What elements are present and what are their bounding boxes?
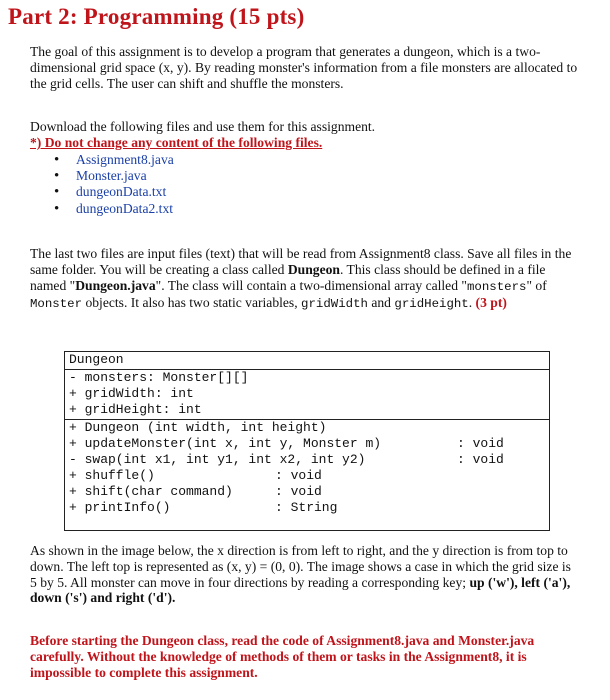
uml-field-row: + gridHeight: int [69, 402, 202, 417]
uml-field-row: - monsters: Monster[][] [69, 370, 249, 385]
important-note: Before starting the Dungeon class, read the code of Assignment8.java and Monster.java carefully. Without the knowledge of methods of them or tasks in the Assignment8, it is impossible to complete this assignment. [30, 633, 535, 680]
directions-paragraph: As shown in the image below, the x direction is from left to right, and the y direction is from top to down. The left top is represented as (x, y) = (0, 0). The image shows a case in which the grid size is 5 by 5. All monster can move in four directions by reading a corresponding key; up ('w'), left ('a'), down ('s') and right ('d'). [30, 543, 571, 606]
description-paragraph: The last two files are input files (text) that will be read from Assignment8 class. Save all files in the same folder. You will be creating a class called Dungeon. This class should be defined in a file named "Dungeon.java". The class will contain a two-dimensional array called "monsters" of Monster objects. It also has two static variables, gridWidth and gridHeight. (3 pt) [30, 246, 572, 312]
uml-method-row: + Dungeon (int width, int height) [69, 420, 327, 435]
uml-method-row: + shuffle() : void [69, 468, 322, 483]
file-list [54, 152, 174, 217]
uml-field-row: + gridWidth: int [69, 386, 194, 401]
uml-method-row: + updateMonster(int x, int y, Monster m) : void [69, 436, 504, 451]
uml-class-diagram [64, 351, 550, 531]
file-item-assignment8[interactable]: • Assignment8.java [54, 152, 174, 168]
file-item-monster[interactable]: • Monster.java [54, 168, 174, 184]
download-instruction: Download the following files and use them for this assignment. [30, 119, 376, 134]
warning-text: *) Do not change any content of the following files. [30, 135, 323, 150]
uml-method-row: + shift(char command) : void [69, 484, 322, 499]
section-title: Part 2: Programming (15 pts) [8, 4, 305, 29]
file-item-dungeondata[interactable]: • dungeonData.txt [54, 184, 174, 200]
uml-method-row: + printInfo() : String [69, 500, 338, 515]
intro-paragraph: The goal of this assignment is to develop a program that generates a dungeon, which is a two-dimensional grid space (x, y). By reading monster's information from a file monsters are allocated to the grid cells. The user can shift and shuffle the monsters. [30, 44, 578, 91]
uml-class-name-row [65, 352, 549, 368]
uml-method-row: - swap(int x1, int y1, int x2, int y2) : void [69, 452, 504, 467]
uml-class-name: Dungeon [69, 352, 124, 367]
file-item-dungeondata2[interactable]: • dungeonData2.txt [54, 201, 174, 217]
